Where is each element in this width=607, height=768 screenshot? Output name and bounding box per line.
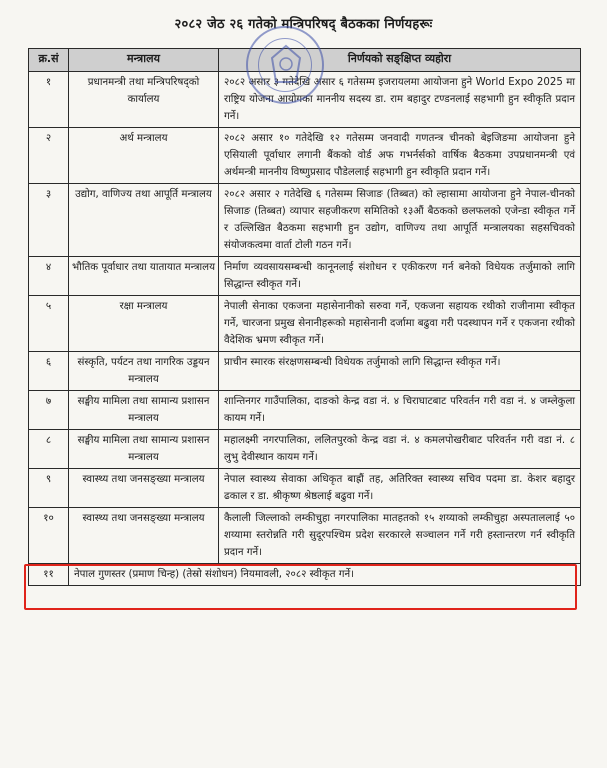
table-row-highlighted [29,430,581,469]
row-ministry: संस्कृति, पर्यटन तथा नागरिक उड्डयन मन्त्रालय [69,352,219,391]
row-ministry: स्वास्थ्य तथा जनसङ्ख्या मन्त्रालय [69,469,219,508]
government-seal-stamp [246,26,324,104]
document-title: २०८२ जेठ २६ गतेको मन्त्रिपरिषद् बैठकका निर्णयहरूः [174,17,433,32]
table-row [29,184,581,257]
table-row [29,564,581,586]
table-row [29,257,581,296]
table-row [29,128,581,184]
header-ministry: मन्त्रालय [69,49,219,72]
decisions-table [28,48,581,586]
row-serial: ११ [29,564,69,586]
row-decision: कैलाली जिल्लाको लम्कीचुहा नगरपालिका मातहतको १५ शय्याको लम्कीचुहा अस्पताललाई ५० शय्यामा स्तरोन्नति गरी सुदूरपश्चिम प्रदेश सरकारले सञ्चालन गर्ने गरी हस्तान्तरण गर्न स्वीकृति प्रदान गर्ने। [219,508,581,564]
row-decision: निर्माण व्यवसायसम्बन्धी कानूनलाई संशोधन र एकीकरण गर्न बनेको विधेयक तर्जुमाको लागि सिद्धान्त स्वीकृत गर्ने। [219,257,581,296]
row-decision: २०८२ असार ३ गतेदेखि असार ६ गतेसम्म इजरायलमा आयोजना हुने World Expo 2025 मा राष्ट्रिय योजना आयोगका माननीय सदस्य डा. राम बहादुर टण्डनलाई सहभागी हुन स्वीकृति प्रदान गर्ने। [219,72,581,128]
header-serial: क्र.सं [29,49,69,72]
row-serial: १ [29,72,69,128]
row-ministry: सङ्घीय मामिला तथा सामान्य प्रशासन मन्त्रालय [69,391,219,430]
row-ministry: उद्योग, वाणिज्य तथा आपूर्ति मन्त्रालय [69,184,219,257]
row-ministry: सङ्घीय मामिला तथा सामान्य प्रशासन मन्त्रालय [69,430,219,469]
row-serial: ५ [29,296,69,352]
row-serial: १० [29,508,69,564]
row-serial: ३ [29,184,69,257]
row-decision: शान्तिनगर गाउँपालिका, दाङको केन्द्र वडा नं. ४ चिराघाटबाट परिवर्तन गरी वडा नं. ४ जम्लेकुला कायम गर्ने। [219,391,581,430]
row-ministry: प्रधानमन्त्री तथा मन्त्रिपरिषद्को कार्यालय [69,72,219,128]
row-ministry: रक्षा मन्त्रालय [69,296,219,352]
table-row [29,296,581,352]
table-row [29,469,581,508]
row-decision: २०८२ असार २ गतेदेखि ६ गतेसम्म सिजाङ (तिब्बत) को ल्हासामा आयोजना हुने नेपाल-चीनको सिजाङ (तिब्बत) व्यापार सहजीकरण समितिको १३औं बैठकको छलफलको एजेन्डा स्वीकृत गर्ने र उल्लिखित बैठकमा सहभागी हुन उद्योग, वाणिज्य तथा आपूर्ति मन्त्रालयका सहसचिवको संयोजकत्वमा वार्ता टोली गठन गर्ने। [219,184,581,257]
table-row [29,508,581,564]
row-decision: नेपाली सेनाका एकजना महासेनानीको सरुवा गर्ने, एकजना सहायक रथीको राजीनामा स्वीकृत गर्ने, चारजना प्रमुख सेनानीहरूको महासेनानी दर्जामा बढुवा गरी पदस्थापन गर्ने र एकजना रथीको वैदेशिक भ्रमण स्वीकृत गर्ने। [219,296,581,352]
row-decision: महालक्ष्मी नगरपालिका, ललितपुरको केन्द्र वडा नं. ४ कमलपोखरीबाट परिवर्तन गरी वडा नं. ८ लुभु देवीस्थान कायम गर्ने। [219,430,581,469]
row-decision: प्राचीन स्मारक संरक्षणसम्बन्धी विधेयक तर्जुमाको लागि सिद्धान्त स्वीकृत गर्ने। [219,352,581,391]
row-serial: ६ [29,352,69,391]
row-ministry: अर्थ मन्त्रालय [69,128,219,184]
table-row [29,391,581,430]
row-decision: २०८२ असार १० गतेदेखि १२ गतेसम्म जनवादी गणतन्त्र चीनको बेइजिङमा आयोजना हुने एसियाली पूर्वाधार लगानी बैंकको वोर्ड अफ गभर्नर्सको वार्षिक बैठकमा उपप्रधानमन्त्री एवं अर्थमन्त्री माननीय विष्णुप्रसाद पौडेललाई सहभागी हुन स्वीकृति प्रदान गर्ने। [219,128,581,184]
row-ministry: स्वास्थ्य तथा जनसङ्ख्या मन्त्रालय [69,508,219,564]
table-row [29,352,581,391]
row-serial: ९ [29,469,69,508]
row-serial: ४ [29,257,69,296]
row-decision: नेपाल स्वास्थ्य सेवाका अधिकृत बाह्रौं तह, अतिरिक्त स्वास्थ्य सचिव पदमा डा. केशर बहादुर ढकाल र डा. श्रीकृष्ण श्रेष्ठलाई बढुवा गर्ने। [219,469,581,508]
row-serial: २ [29,128,69,184]
row-serial: ८ [29,430,69,469]
row-ministry: भौतिक पूर्वाधार तथा यातायात मन्त्रालय [69,257,219,296]
row-decision-full: नेपाल गुणस्तर (प्रमाण चिन्ह) (तेस्रो संशोधन) नियमावली, २०८२ स्वीकृत गर्ने। [69,564,581,586]
header-decision: निर्णयको सङ्‌क्षिप्त व्यहोरा [219,49,581,72]
row-serial: ७ [29,391,69,430]
seal-emblem-icon [266,44,306,88]
